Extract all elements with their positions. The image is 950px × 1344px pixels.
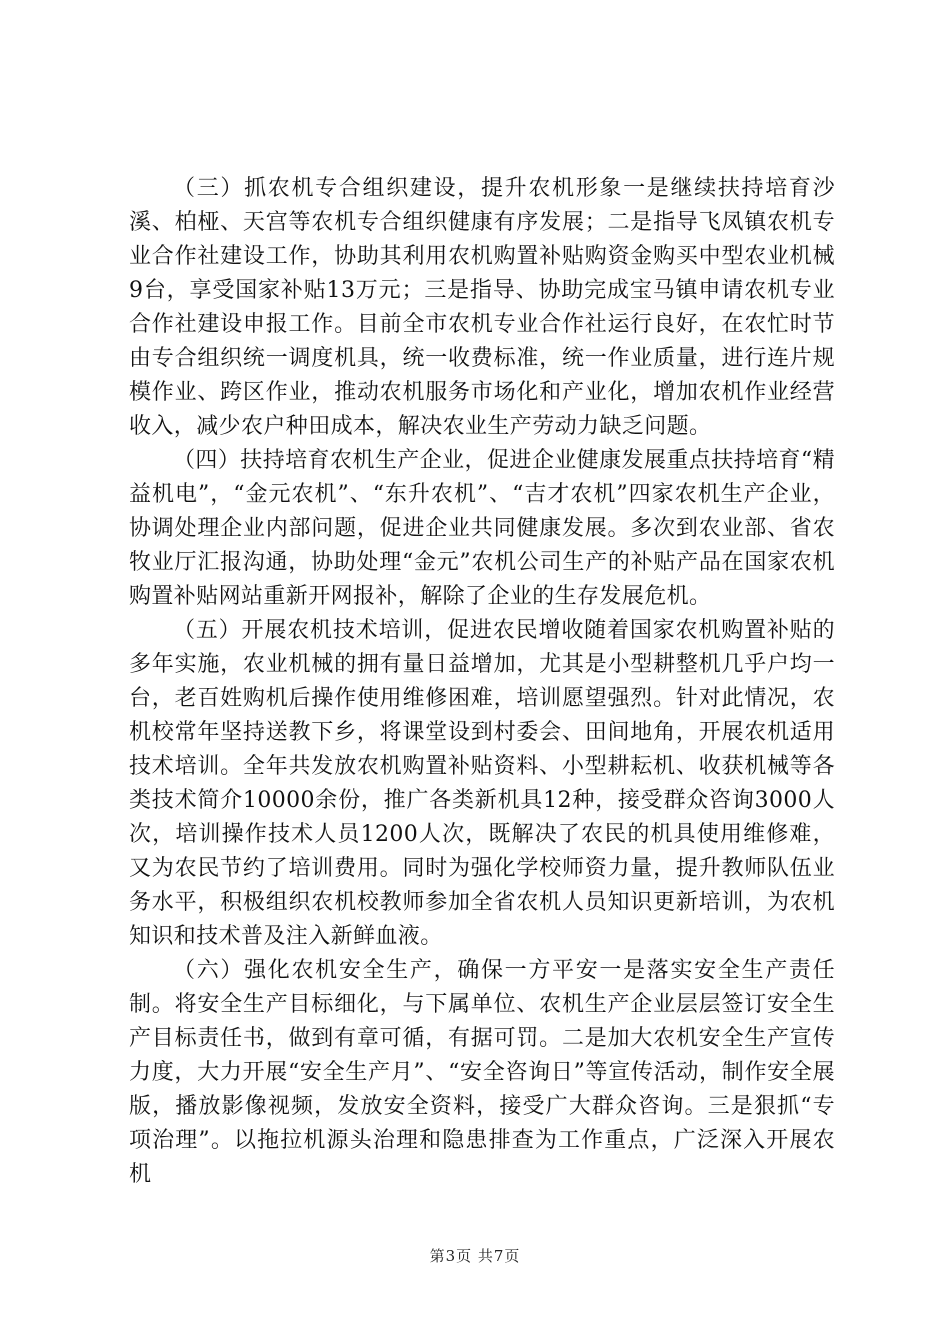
paragraph-4: （四）扶持培育农机生产企业，促进企业健康发展重点扶持培育“精益机电”，“金元农机”、“东升农机”、“吉才农机”四家农机生产企业，协调处理企业内部问题，促进企业共同健康发展。多次到农业部、省农牧业厅汇报沟通，协助处理“金元”农机公司生产的补贴产品在国家农机购置补贴网站重新开网报补，解除了企业的生存发展危机。 [129,448,835,609]
paragraph-6: （六）强化农机安全生产，确保一方平安一是落实安全生产责任制。将安全生产目标细化，与下属单位、农机生产企业层层签订安全生产目标责任书，做到有章可循，有据可罚。二是加大农机安全生产宣传力度，大力开展“安全生产月”、“安全咨询日”等宣传活动，制作安全展版，播放影像视频，发放安全资料，接受广大群众咨询。三是狠抓“专项治理”。以拖拉机源头治理和隐患排查为工作重点，广泛深入开展农机 [129,958,835,1187]
paragraph-3: （三）抓农机专合组织建设，提升农机形象一是继续扶持培育沙溪、柏桠、天宫等农机专合组织健康有序发展；二是指导飞凤镇农机专业合作社建设工作，协助其利用农机购置补贴购资金购买中型农业机械9台，享受国家补贴13万元；三是指导、协助完成宝马镇申请农机专业合作社建设申报工作。目前全市农机专业合作社运行良好，在农忙时节由专合组织统一调度机具，统一收费标准，统一作业质量，进行连片规模作业、跨区作业，推动农机服务市场化和产业化，增加农机作业经营收入，减少农户种田成本，解决农业生产劳动力缺乏问题。 [129,176,835,439]
document-body [129,172,835,1192]
page-number-footer: 第3页 共7页 [429,1247,521,1265]
paragraph-5: （五）开展农机技术培训，促进农民增收随着国家农机购置补贴的多年实施，农业机械的拥有量日益增加，尤其是小型耕整机几乎户均一台，老百姓购机后操作使用维修困难，培训愿望强烈。针对此情况，农机校常年坚持送教下乡，将课堂设到村委会、田间地角，开展农机适用技术培训。全年共发放农机购置补贴资料、小型耕耘机、收获机械等各类技术简介10000余份，推广各类新机具12种，接受群众咨询3000人次，培训操作技术人员1200人次，既解决了农民的机具使用维修难，又为农民节约了培训费用。同时为强化学校师资力量，提升教师队伍业务水平，积极组织农机校教师参加全省农机人员知识更新培训，为农机知识和技术普及注入新鲜血液。 [129,618,835,949]
